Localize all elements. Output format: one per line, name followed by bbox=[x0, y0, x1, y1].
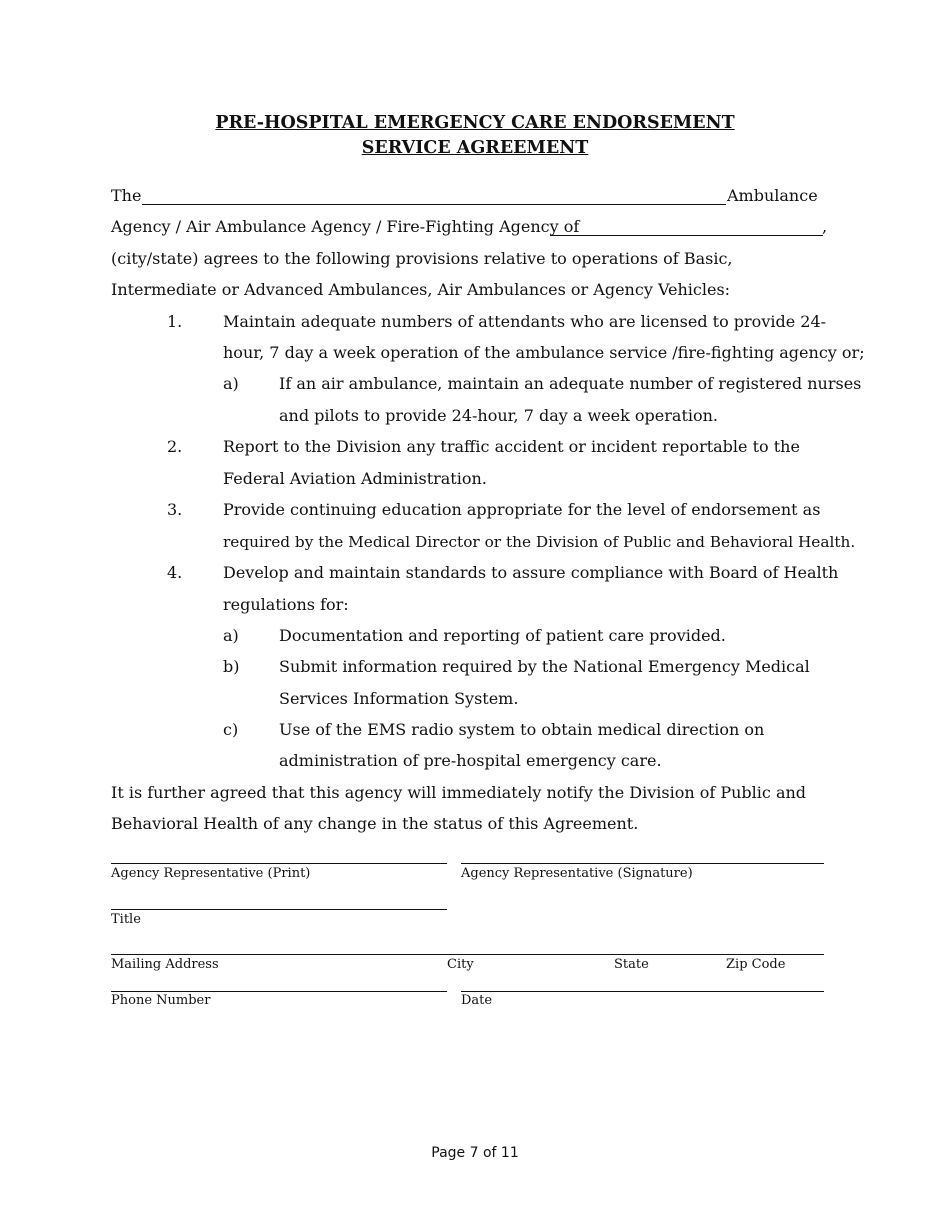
state-label: State bbox=[614, 957, 649, 972]
agency-name-blank[interactable] bbox=[142, 204, 726, 205]
item-3-line-2: required by the Medical Director or the Division of Public and Behavioral Health. bbox=[223, 533, 856, 551]
city-state-blank[interactable] bbox=[550, 235, 823, 236]
phone-label: Phone Number bbox=[111, 993, 211, 1008]
intro-the: The bbox=[111, 186, 142, 205]
item-4b-mark: b) bbox=[223, 657, 240, 676]
city-label: City bbox=[447, 957, 474, 972]
item-2-number: 2. bbox=[167, 437, 183, 456]
item-1-line-1: Maintain adequate numbers of attendants who are licensed to provide 24- bbox=[223, 312, 827, 331]
item-4b-line-1: Submit information required by the National Emergency Medical bbox=[279, 657, 810, 676]
intro-agency-of: Agency / Air Ambulance Agency / Fire-Fighting Agency of bbox=[111, 217, 580, 236]
item-4a-line-1: Documentation and reporting of patient care provided. bbox=[279, 626, 726, 645]
item-4c-line-2: administration of pre-hospital emergency care. bbox=[279, 751, 662, 770]
title-line-1: PRE-HOSPITAL EMERGENCY CARE ENDORSEMENT bbox=[215, 113, 735, 133]
date-line[interactable] bbox=[461, 991, 824, 992]
item-3-number: 3. bbox=[167, 500, 183, 519]
intro-comma: , bbox=[822, 217, 828, 236]
closing-line-1: It is further agreed that this agency will immediately notify the Division of Public and bbox=[111, 783, 807, 802]
title-field-line[interactable] bbox=[111, 909, 447, 910]
item-4b-line-2: Services Information System. bbox=[279, 689, 519, 708]
item-2-line-1: Report to the Division any traffic accident or incident reportable to the bbox=[223, 437, 800, 456]
item-4c-line-1: Use of the EMS radio system to obtain medical direction on bbox=[279, 720, 765, 739]
closing-line-2: Behavioral Health of any change in the status of this Agreement. bbox=[111, 814, 639, 833]
title-line-2: SERVICE AGREEMENT bbox=[361, 138, 589, 158]
rep-signature-line[interactable] bbox=[461, 863, 824, 864]
date-label: Date bbox=[461, 993, 493, 1008]
address-line[interactable] bbox=[111, 954, 824, 955]
item-1a-mark: a) bbox=[223, 374, 239, 393]
item-4a-mark: a) bbox=[223, 626, 239, 645]
item-4-number: 4. bbox=[167, 563, 183, 582]
rep-print-label: Agency Representative (Print) bbox=[111, 866, 311, 881]
intro-ambulance: Ambulance bbox=[727, 186, 818, 205]
title-field-label: Title bbox=[111, 912, 141, 927]
intro-line-3: (city/state) agrees to the following provisions relative to operations of Basic, bbox=[111, 249, 733, 268]
item-1a-line-1: If an air ambulance, maintain an adequate number of registered nurses bbox=[279, 374, 862, 393]
item-4-line-2: regulations for: bbox=[223, 595, 349, 614]
item-1-line-2: hour, 7 day a week operation of the ambulance service /fire-fighting agency or; bbox=[223, 343, 865, 362]
rep-signature-label: Agency Representative (Signature) bbox=[461, 866, 693, 881]
item-1a-line-2: and pilots to provide 24-hour, 7 day a week operation. bbox=[279, 406, 719, 425]
rep-print-line[interactable] bbox=[111, 863, 447, 864]
item-1-number: 1. bbox=[167, 312, 183, 331]
intro-line-4: Intermediate or Advanced Ambulances, Air Ambulances or Agency Vehicles: bbox=[111, 280, 731, 299]
mailing-address-label: Mailing Address bbox=[111, 957, 219, 972]
item-3-line-1: Provide continuing education appropriate for the level of endorsement as bbox=[223, 500, 821, 519]
phone-line[interactable] bbox=[111, 991, 447, 992]
item-4-line-1: Develop and maintain standards to assure compliance with Board of Health bbox=[223, 563, 839, 582]
item-4c-mark: c) bbox=[223, 720, 239, 739]
zip-code-label: Zip Code bbox=[726, 957, 786, 972]
item-2-line-2: Federal Aviation Administration. bbox=[223, 469, 487, 488]
page-number: Page 7 of 11 bbox=[431, 1145, 519, 1161]
